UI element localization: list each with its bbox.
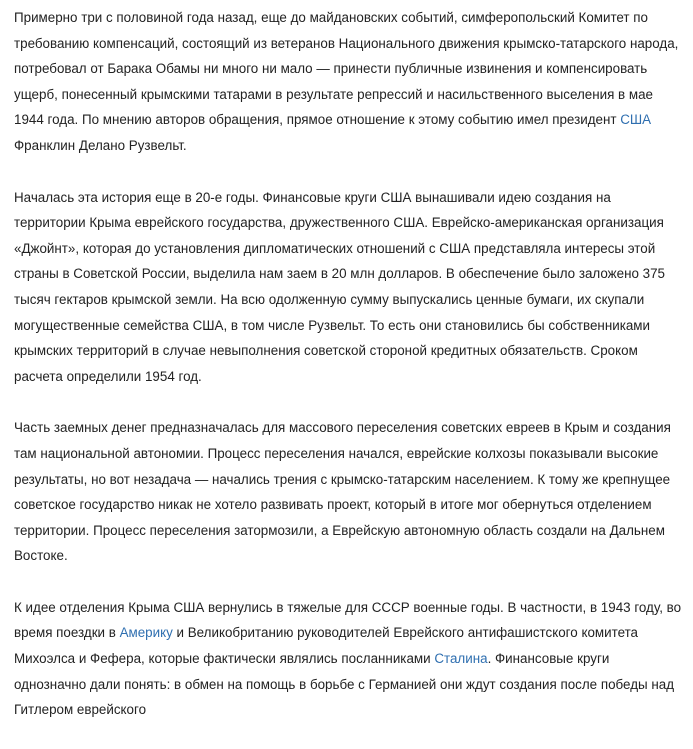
- paragraph-text: Часть заемных денег предназначалась для массового переселения советских евреев в Крым и создания там национальной автономии. Процесс переселения начался, еврейские колхозы показывали высокие результаты, но вот незадача — начались трения с крымско-татарским населением. К тому же крепнущее советское государство никак не хотело развивать проект, который в итоге мог обернуться отделением территории. Процесс переселения затормозили, а Еврейскую автономную область создали на Дальнем Востоке.: [14, 420, 671, 564]
- paragraph-4: [14, 595, 684, 723]
- paragraph-1: [14, 5, 684, 159]
- paragraph-3: [14, 415, 684, 569]
- article-body: [14, 5, 684, 749]
- link-stalin[interactable]: Сталина: [434, 651, 488, 667]
- paragraph-text: Франклин Делано Рузвельт.: [14, 137, 187, 153]
- link-usa[interactable]: США: [620, 112, 652, 128]
- paragraph-2: [14, 185, 684, 390]
- link-america[interactable]: Америку: [119, 625, 173, 641]
- paragraph-text: Началась эта история еще в 20-е годы. Финансовые круги США вынашивали идею создания на территории Крыма еврейского государства, дружественного США. Еврейско-американская организация «Джойнт», которая до установления дипломатических отношений с США представляла интересы этой страны в Советской России, выделила нам заем в 20 млн долларов. В обеспечение было заложено 375 тысяч гектаров крымской земли. На всю одолженную сумму выпускались ценные бумаги, их скупали могущественные семейства США, в том числе Рузвельт. То есть они становились бы собственниками крымских территорий в случае невыполнения советской стороной кредитных обязательств. Сроком расчета определили 1954 год.: [14, 189, 665, 384]
- paragraph-text: и Великобританию руководителей Еврейского антифашистского комитета Михоэлса и Фефера, которые фактически являлись посланниками: [14, 625, 638, 667]
- paragraph-text: Примерно три с половиной года назад, еще до майдановских событий, симферопольский Комитет по требованию компенсаций, состоящий из ветеранов Национального движения крымско-татарского народа, потребовал от Барака Обамы ни много ни мало — принести публичные извинения и компенсировать ущерб, понесенный крымскими татарами в результате репрессий и насильственного выселения в мае 1944 года. По мнению авторов обращения, прямое отношение к этому событию имел президент: [14, 10, 679, 128]
- paragraph-text: . Финансовые круги однозначно дали понять: в обмен на помощь в борьбе с Германией они ждут создания после победы над Гитлером еврейского: [14, 651, 675, 718]
- paragraph-text: К идее отделения Крыма США вернулись в тяжелые для СССР военные годы. В частности, в 1943 году, во время поездки в: [14, 599, 682, 641]
